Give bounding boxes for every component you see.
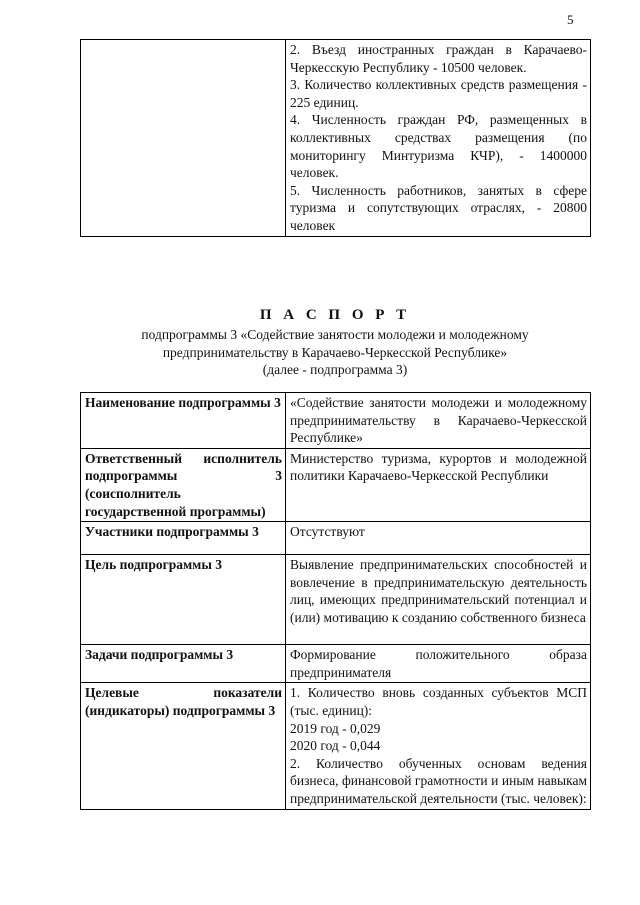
row-label: Задачи подпрограммы 3 [81, 645, 286, 683]
indicator-line: 2. Количество обученных основам ведения бизнеса, финансовой грамотности и иным навыкам предпринимательской деятельности (тыс. человек): [290, 755, 587, 806]
subtitle-line: предпринимательству в Карачаево-Черкесской Республике» [162, 344, 508, 360]
row-label: Ответственный исполнитель подпрограммы 3 (соисполнитель государственной программы) [81, 448, 286, 521]
continuation-table [80, 39, 591, 237]
subtitle-line: (далее - подпрограмма 3) [262, 362, 408, 378]
table-row [81, 522, 591, 555]
continuation-value-cell [286, 40, 591, 237]
indicator-line: 1. Количество вновь созданных субъектов МСП (тыс. единиц): [290, 685, 587, 718]
passport-subtitle [80, 326, 590, 379]
empty-label-cell [81, 40, 286, 237]
table-row [81, 448, 591, 521]
indicator-item: 3. Количество коллективных средств размещения - 225 единиц. [290, 77, 587, 110]
row-label: Наименование подпрограммы 3 [81, 393, 286, 449]
row-label: Целевые показатели (индикаторы) подпрограммы 3 [81, 683, 286, 809]
table-row [81, 40, 591, 237]
row-label: Участники подпрограммы 3 [81, 522, 286, 555]
row-value: Выявление предпринимательских способностей и вовлечение в предпринимательскую деятельность лиц, имеющих предпринимательский потенциал и (или) мотивацию к созданию собственного бизнеса [286, 555, 591, 645]
indicator-line: 2019 год - 0,029 [290, 720, 381, 736]
indicator-item: 2. Въезд иностранных граждан в Карачаево-Черкесскую Республику - 10500 человек. [290, 42, 587, 75]
passport-table [80, 392, 591, 810]
row-value: «Содействие занятости молодежи и молодежному предпринимательству в Карачаево-Черкесской Республике» [286, 393, 591, 449]
table-row [81, 393, 591, 449]
row-value: Министерство туризма, курортов и молодежной политики Карачаево-Черкесской Республики [286, 448, 591, 521]
passport-heading: П А С П О Р Т [259, 307, 411, 323]
row-value: Отсутствуют [286, 522, 591, 555]
subtitle-line: подпрограммы 3 «Содействие занятости молодежи и молодежному [141, 327, 529, 342]
page-number: 5 [567, 12, 574, 27]
table-row [81, 555, 591, 645]
table-row [81, 683, 591, 809]
indicator-item: 4. Численность граждан РФ, размещенных в коллективных средствах размещения (по мониторингу Минтуризма КЧР), - 1400000 человек. [290, 112, 587, 181]
indicator-item: 5. Численность работников, занятых в сфере туризма и сопутствующих отраслях, - 20800 человек [290, 182, 587, 233]
table-row [81, 645, 591, 683]
row-value: Формирование положительного образа предпринимателя [286, 645, 591, 683]
indicator-line: 2020 год - 0,044 [290, 738, 381, 754]
row-value [286, 683, 591, 809]
row-label: Цель подпрограммы 3 [81, 555, 286, 645]
